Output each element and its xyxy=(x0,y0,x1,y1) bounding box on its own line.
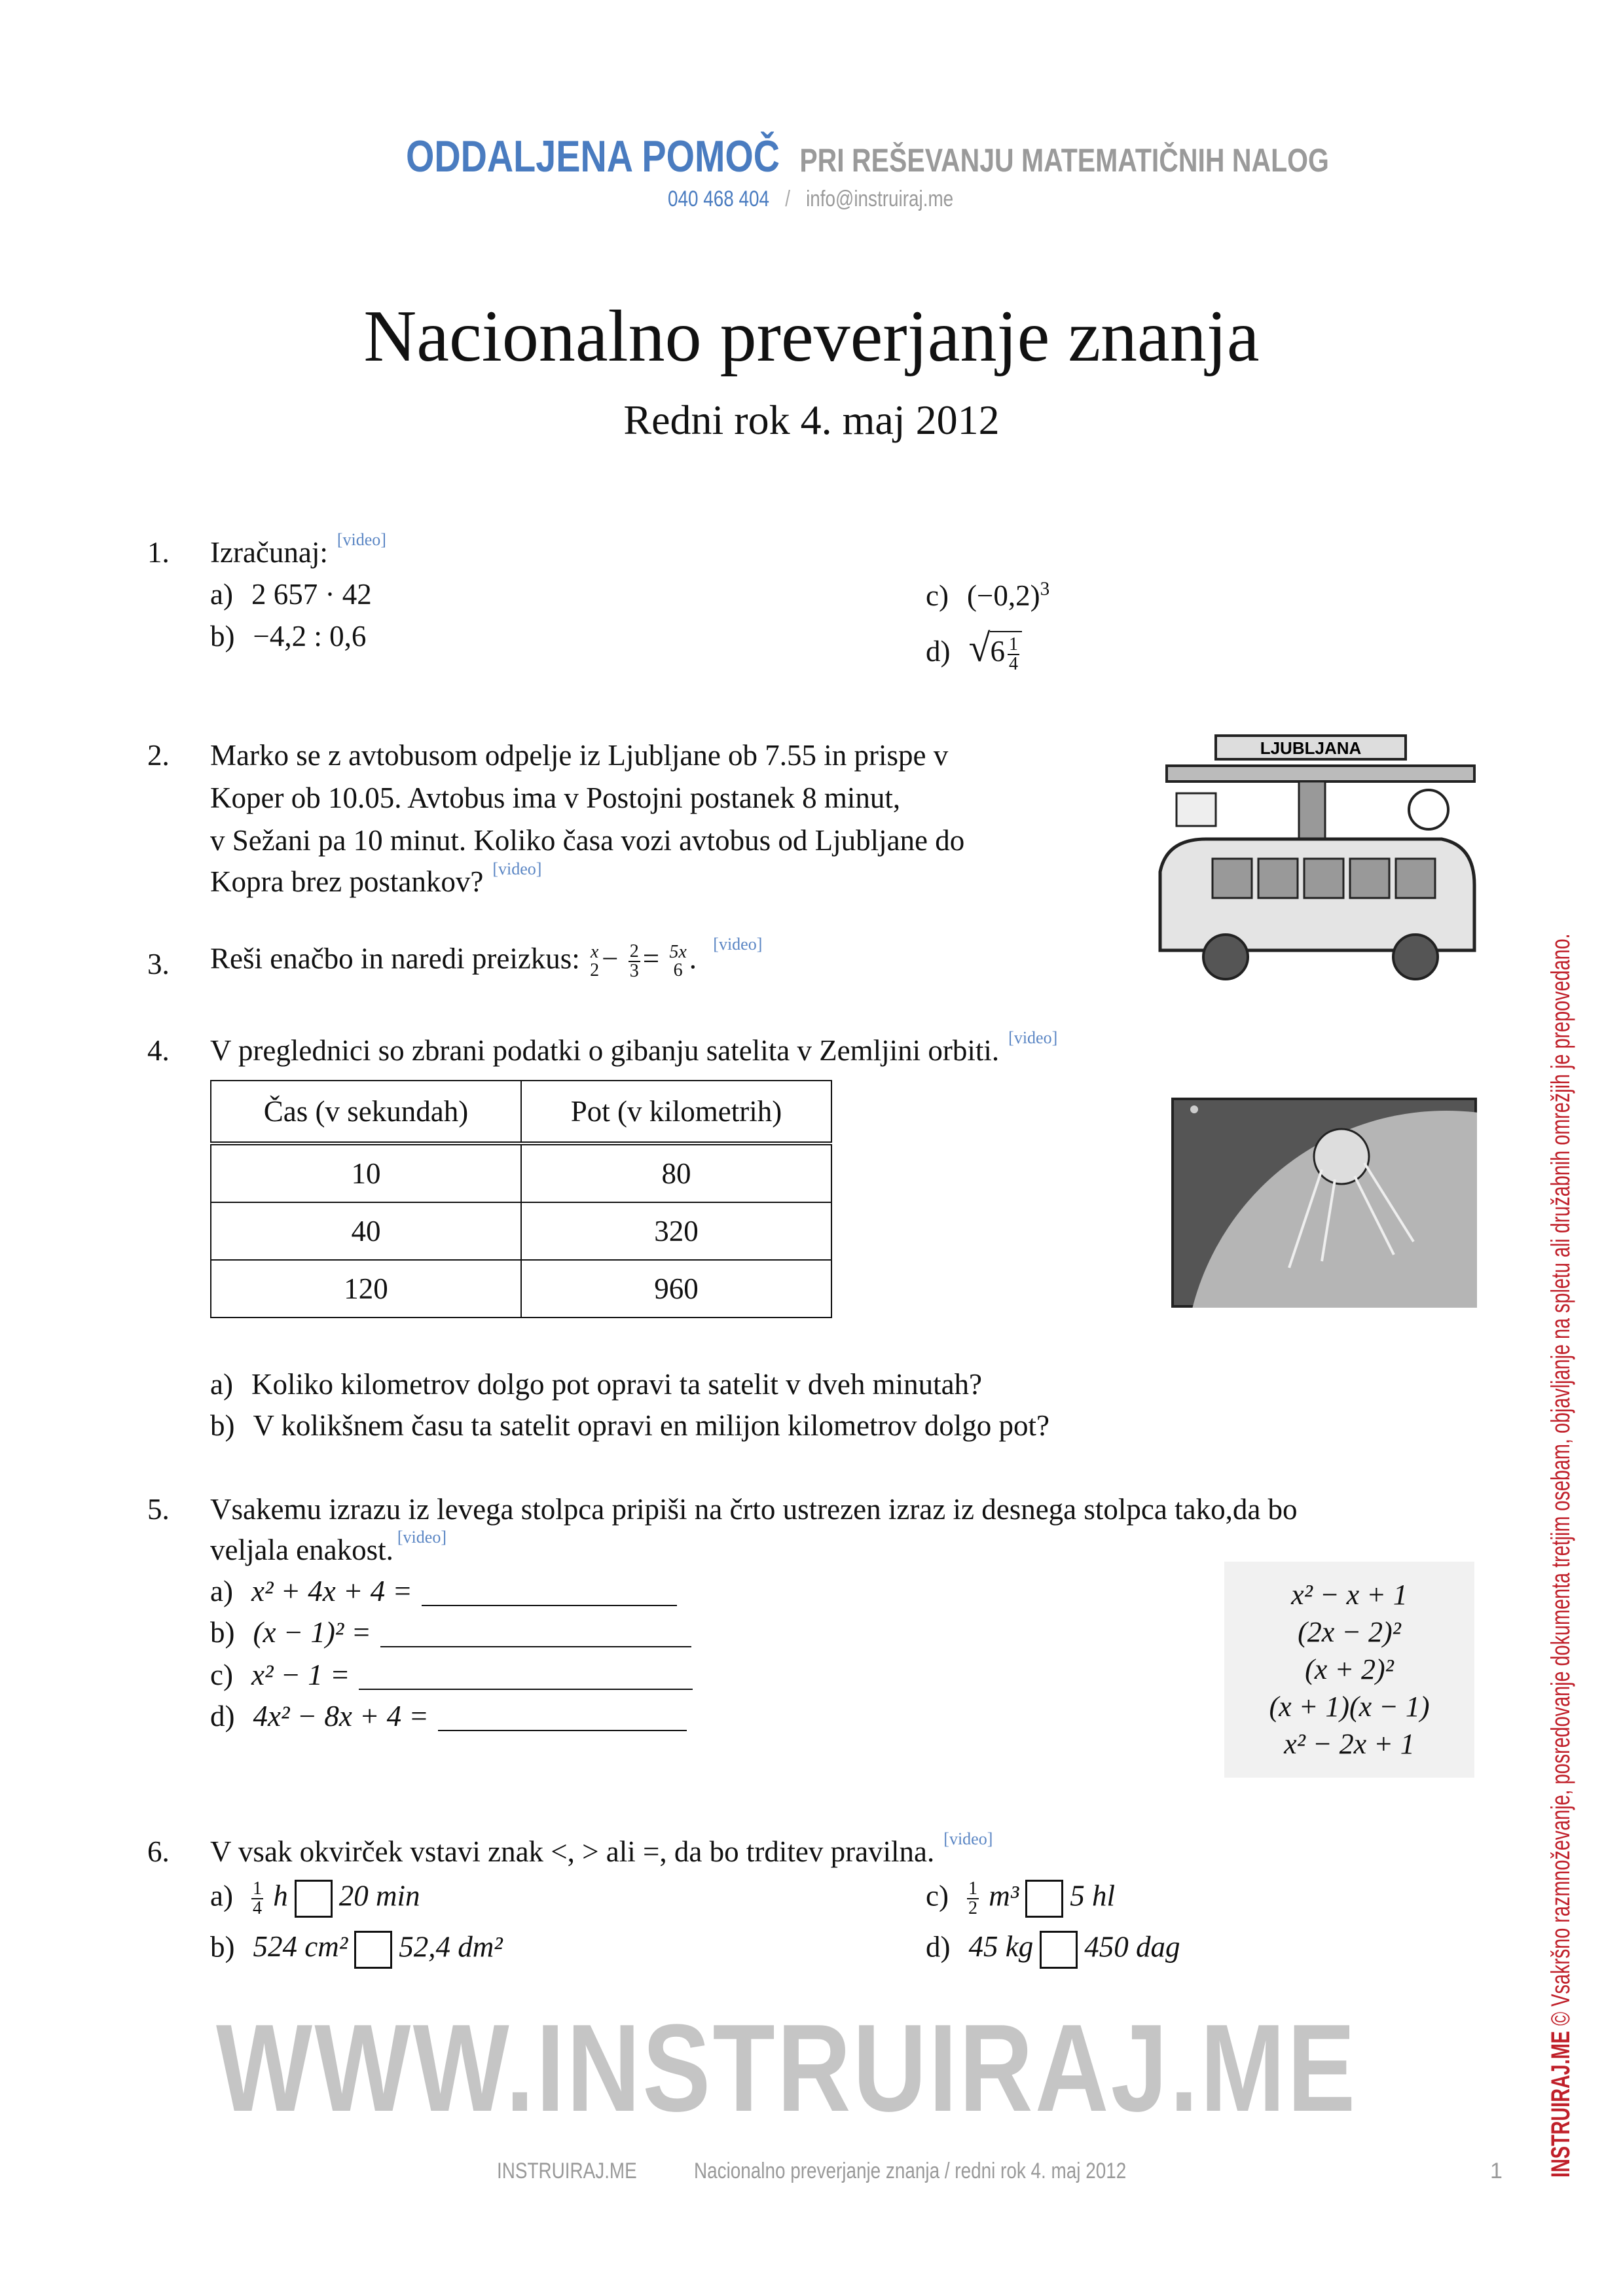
video-link[interactable]: [video] xyxy=(943,1829,993,1848)
q2-number: 2. xyxy=(147,739,170,772)
q5-number: 5. xyxy=(147,1493,170,1526)
q2-line-4: Kopra brez postankov? [video] xyxy=(210,859,542,898)
brand-title: ODDALJENA POMOČ xyxy=(406,132,780,181)
option: (2x − 2)² xyxy=(1298,1616,1401,1648)
q1-a: a) 2 657 · 42 xyxy=(210,578,372,611)
q5-item-d: d) 4x² − 8x + 4 = xyxy=(210,1702,687,1731)
answer-line[interactable] xyxy=(422,1579,677,1606)
email-link[interactable]: info@instruiraj.me xyxy=(806,187,954,211)
option: x² − 2x + 1 xyxy=(1284,1728,1415,1760)
q4-prompt: V preglednici so zbrani podatki o gibanju satelita v Zemljini orbiti. [video] xyxy=(210,1028,1058,1067)
copyright-brand: INSTRUIRAJ.ME xyxy=(1546,2030,1575,2178)
video-link[interactable]: [video] xyxy=(1008,1028,1058,1047)
bus-sign-text: LJUBLJANA xyxy=(1260,738,1362,758)
column-header: Čas (v sekundah) xyxy=(211,1081,521,1143)
watermark: WWW.INSTRUIRAJ.ME xyxy=(216,1999,1358,2138)
table-row: 120 960 xyxy=(211,1260,831,1318)
copyright-text: © Vsakršno razmnoževanje, posredovanje dokumenta tretjim osebam, objavljanje na spletu ali družabnih omrežjih je prepovedano. xyxy=(1546,933,1575,2026)
q6-c: c) $\frac{1}{2}$ m³ 5 hl xyxy=(926,1878,1115,1918)
q6-number: 6. xyxy=(147,1835,170,1868)
option: (x + 2)² xyxy=(1305,1653,1394,1685)
answer-box[interactable] xyxy=(1025,1880,1063,1918)
page-subtitle: Redni rok 4. maj 2012 xyxy=(623,397,1000,443)
q1-number: 1. xyxy=(147,536,170,569)
table-row: 40 320 xyxy=(211,1202,831,1260)
answer-line[interactable] xyxy=(359,1662,693,1690)
q3-number: 3. xyxy=(147,948,170,980)
answer-box[interactable] xyxy=(1040,1931,1078,1969)
option: x² − x + 1 xyxy=(1291,1579,1408,1611)
q4-number: 4. xyxy=(147,1034,170,1067)
q1-text: Izračunaj: xyxy=(210,536,328,569)
header-banner xyxy=(406,131,1329,182)
q5-item-c: c) x² − 1 = xyxy=(210,1660,693,1690)
q6-d: d) 45 kg 450 dag xyxy=(926,1931,1180,1969)
video-link[interactable]: [video] xyxy=(492,859,542,878)
footer-doc: Nacionalno preverjanje znanja / redni rok 4. maj 2012 xyxy=(694,2159,1127,2183)
q5-item-b: b) (x − 1)² = xyxy=(210,1618,691,1647)
q4-a: a) Koliko kilometrov dolgo pot opravi ta satelit v dveh minutah? xyxy=(210,1368,983,1401)
table-row: 10 80 xyxy=(211,1143,831,1202)
q2-line-2: Koper ob 10.05. Avtobus ima v Postojni postanek 8 minut, xyxy=(210,781,901,814)
q6-b: b) 524 cm² 52,4 dm² xyxy=(210,1931,503,1969)
separator: / xyxy=(785,187,790,211)
phone[interactable]: 040 468 404 xyxy=(668,187,770,211)
answer-box[interactable] xyxy=(354,1931,392,1969)
page-number: 1 xyxy=(1490,2159,1503,2183)
q5-item-a: a) x² + 4x + 4 = xyxy=(210,1577,677,1606)
q1-b: b) −4,2 : 0,6 xyxy=(210,620,367,653)
satellite-illustration xyxy=(1171,1098,1477,1308)
answer-line[interactable] xyxy=(380,1620,691,1647)
video-link[interactable]: [video] xyxy=(397,1528,447,1547)
answer-box[interactable] xyxy=(295,1880,333,1918)
video-link[interactable]: [video] xyxy=(713,935,763,954)
q1-prompt xyxy=(210,530,386,569)
q1-d: d) √6 $\frac{1}{4}$ xyxy=(926,628,1022,673)
video-link[interactable]: [video] xyxy=(337,530,386,549)
q6-a: a) $\frac{1}{4}$ h 20 min xyxy=(210,1878,420,1918)
brand-tagline: PRI REŠEVANJU MATEMATIČNIH NALOG xyxy=(799,142,1329,179)
page-title: Nacionalno preverjanje znanja xyxy=(363,296,1260,377)
q1-c: c) $(-0,2)^3$ xyxy=(926,579,1050,612)
column-header: Pot (v kilometrih) xyxy=(521,1081,831,1143)
q4-b: b) V kolikšnem času ta satelit opravi en milijon kilometrov dolgo pot? xyxy=(210,1409,1049,1442)
q5-line-1: Vsakemu izrazu iz levega stolpca pripiši na črto ustrezen izraz iz desnega stolpca tako,da bo xyxy=(210,1493,1298,1526)
table-header-row xyxy=(211,1081,831,1143)
option: (x + 1)(x − 1) xyxy=(1269,1691,1430,1723)
q2-line-1: Marko se z avtobusom odpelje iz Ljubljane ob 7.55 in prispe v xyxy=(210,739,949,772)
q2-line-3: v Sežani pa 10 minut. Koliko časa vozi avtobus od Ljubljane do xyxy=(210,824,965,857)
satellite-table xyxy=(210,1080,832,1318)
options-box xyxy=(1224,1562,1474,1778)
q3-prompt: Reši enačbo in naredi preizkus: x 2 − $\frac{2}{3}$ = 5x 6 . [video] xyxy=(210,935,763,981)
q6-prompt: V vsak okvirček vstavi znak <, > ali =, da bo trditev pravilna. [video] xyxy=(210,1829,993,1868)
copyright-notice xyxy=(1546,450,1576,2178)
contact-line xyxy=(668,187,953,212)
footer-site: INSTRUIRAJ.ME xyxy=(497,2159,637,2183)
answer-line[interactable] xyxy=(438,1704,687,1731)
bus-illustration xyxy=(1154,734,1477,984)
q5-line-2: veljala enakost. [video] xyxy=(210,1528,447,1566)
